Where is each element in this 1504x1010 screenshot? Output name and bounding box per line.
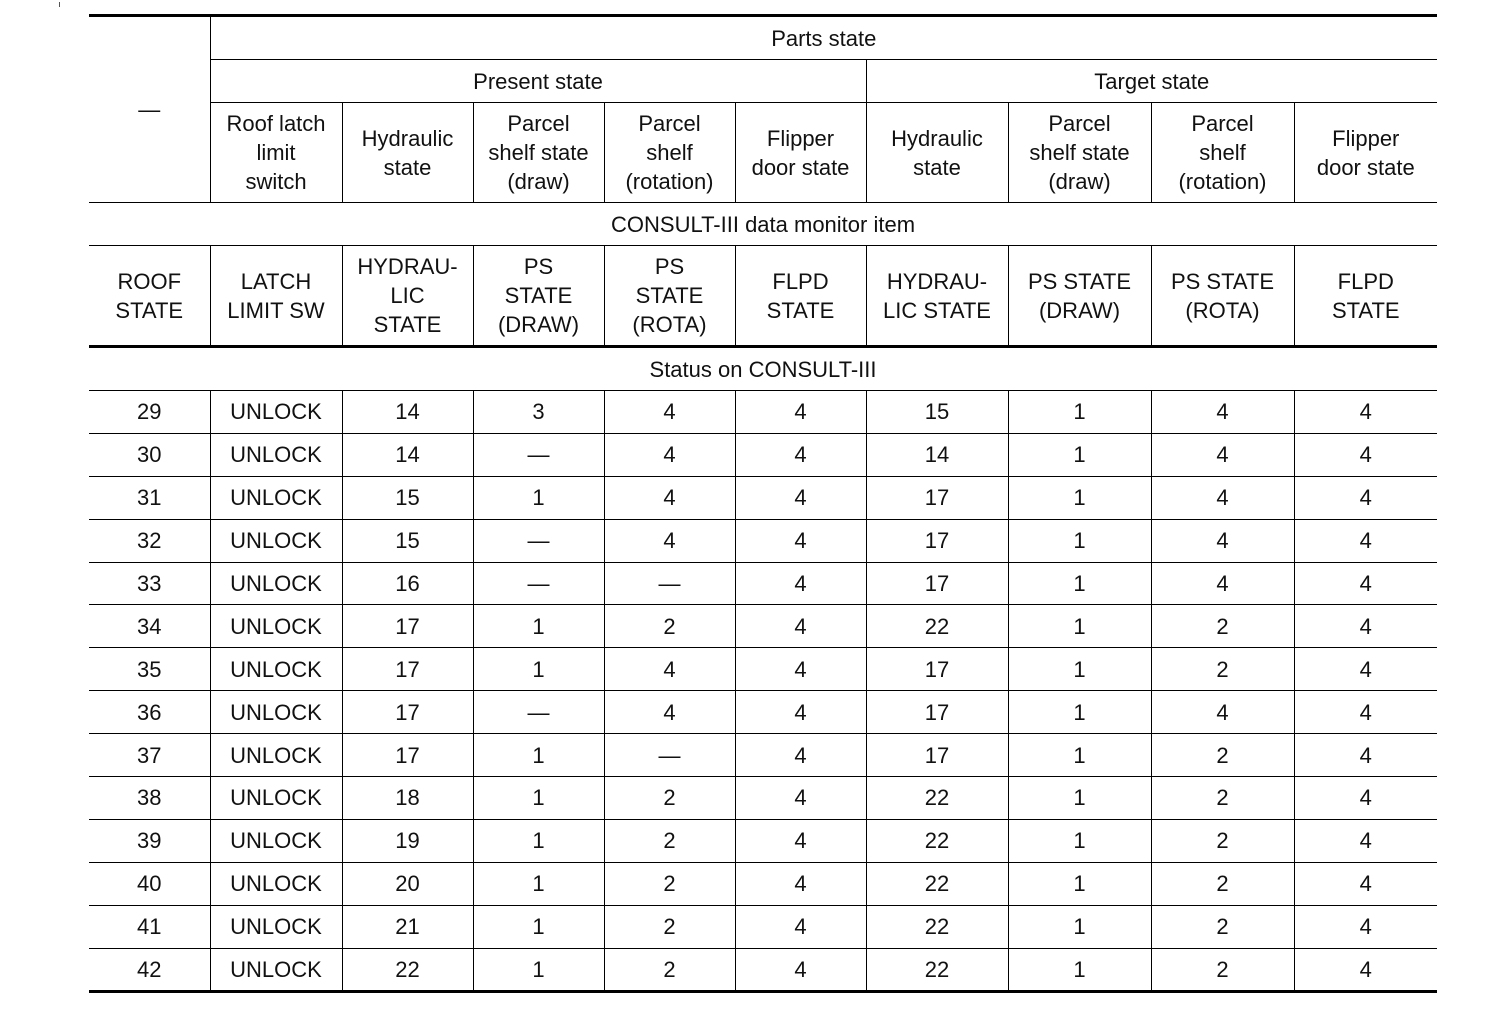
- cell-target-flpd-state: 4: [1294, 605, 1437, 648]
- cell-ps-state-draw: —: [473, 562, 604, 605]
- table-row: [89, 905, 1437, 948]
- cell-roof-state: 34: [89, 605, 210, 648]
- table-row: [89, 605, 1437, 648]
- cell-flpd-state: 4: [735, 605, 866, 648]
- table-row: [89, 862, 1437, 905]
- cell-ps-state-rota: 2: [604, 819, 735, 862]
- cell-hydraulic-state: 17: [342, 734, 473, 777]
- cell-latch-limit-sw: UNLOCK: [210, 862, 342, 905]
- cell-target-hydraulic-state: 22: [866, 905, 1008, 948]
- cell-hydraulic-state: 15: [342, 519, 473, 562]
- corner-cell: —: [89, 16, 210, 203]
- cell-target-ps-state-draw: 1: [1008, 734, 1151, 777]
- cell-ps-state-rota: 2: [604, 905, 735, 948]
- cell-roof-state: 30: [89, 433, 210, 476]
- cell-ps-state-draw: 1: [473, 476, 604, 519]
- cell-hydraulic-state: 18: [342, 777, 473, 820]
- cell-latch-limit-sw: UNLOCK: [210, 476, 342, 519]
- cell-target-ps-state-draw: 1: [1008, 648, 1151, 691]
- cell-ps-state-draw: —: [473, 519, 604, 562]
- cell-target-ps-state-rota: 2: [1151, 948, 1294, 992]
- cell-hydraulic-state: 22: [342, 948, 473, 992]
- cell-target-flpd-state: 4: [1294, 777, 1437, 820]
- cell-latch-limit-sw: UNLOCK: [210, 605, 342, 648]
- cell-ps-state-rota: —: [604, 734, 735, 777]
- col-present-parcel-shelf-draw: Parcel shelf state (draw): [473, 103, 604, 203]
- cell-target-ps-state-draw: 1: [1008, 476, 1151, 519]
- cell-ps-state-draw: 1: [473, 905, 604, 948]
- cell-hydraulic-state: 17: [342, 648, 473, 691]
- cell-target-ps-state-draw: 1: [1008, 605, 1151, 648]
- cell-ps-state-draw: —: [473, 433, 604, 476]
- table-row: [89, 562, 1437, 605]
- cell-target-ps-state-draw: 1: [1008, 948, 1151, 992]
- cell-target-ps-state-draw: 1: [1008, 562, 1151, 605]
- cell-ps-state-rota: 4: [604, 691, 735, 734]
- cell-hydraulic-state: 14: [342, 391, 473, 434]
- status-on-consult-header: Status on CONSULT-III: [89, 347, 1437, 391]
- cell-latch-limit-sw: UNLOCK: [210, 648, 342, 691]
- col-present-parcel-shelf-rotation: Parcel shelf (rotation): [604, 103, 735, 203]
- cell-hydraulic-state: 17: [342, 605, 473, 648]
- cell-target-ps-state-rota: 4: [1151, 691, 1294, 734]
- cell-target-ps-state-draw: 1: [1008, 691, 1151, 734]
- cell-target-ps-state-rota: 2: [1151, 862, 1294, 905]
- cell-ps-state-draw: 1: [473, 734, 604, 777]
- cell-target-ps-state-rota: 2: [1151, 648, 1294, 691]
- cell-flpd-state: 4: [735, 433, 866, 476]
- table-row: [89, 948, 1437, 992]
- cell-target-ps-state-rota: 4: [1151, 433, 1294, 476]
- cell-target-flpd-state: 4: [1294, 819, 1437, 862]
- table-row: [89, 476, 1437, 519]
- cell-hydraulic-state: 14: [342, 433, 473, 476]
- cell-flpd-state: 4: [735, 948, 866, 992]
- cell-flpd-state: 4: [735, 648, 866, 691]
- cell-latch-limit-sw: UNLOCK: [210, 691, 342, 734]
- cell-roof-state: 40: [89, 862, 210, 905]
- cell-target-hydraulic-state: 17: [866, 476, 1008, 519]
- cell-target-ps-state-draw: 1: [1008, 819, 1151, 862]
- cell-ps-state-rota: 2: [604, 862, 735, 905]
- cell-hydraulic-state: 15: [342, 476, 473, 519]
- cell-latch-limit-sw: UNLOCK: [210, 734, 342, 777]
- cell-target-ps-state-draw: 1: [1008, 391, 1151, 434]
- cell-target-hydraulic-state: 17: [866, 648, 1008, 691]
- col-target-parcel-shelf-rotation: Parcel shelf (rotation): [1151, 103, 1294, 203]
- cell-target-ps-state-draw: 1: [1008, 433, 1151, 476]
- cell-latch-limit-sw: UNLOCK: [210, 948, 342, 992]
- cell-target-ps-state-draw: 1: [1008, 905, 1151, 948]
- cell-latch-limit-sw: UNLOCK: [210, 819, 342, 862]
- cell-hydraulic-state: 20: [342, 862, 473, 905]
- cell-target-hydraulic-state: 17: [866, 734, 1008, 777]
- target-state-header: Target state: [866, 60, 1437, 103]
- cell-target-ps-state-rota: 4: [1151, 519, 1294, 562]
- cell-target-flpd-state: 4: [1294, 562, 1437, 605]
- cell-target-hydraulic-state: 17: [866, 691, 1008, 734]
- cell-target-flpd-state: 4: [1294, 433, 1437, 476]
- cell-ps-state-rota: 4: [604, 391, 735, 434]
- present-state-header: Present state: [210, 60, 866, 103]
- cell-target-hydraulic-state: 17: [866, 519, 1008, 562]
- cell-latch-limit-sw: UNLOCK: [210, 905, 342, 948]
- cell-roof-state: 37: [89, 734, 210, 777]
- table-row: [89, 734, 1437, 777]
- cell-roof-state: 36: [89, 691, 210, 734]
- cell-target-ps-state-rota: 2: [1151, 734, 1294, 777]
- consult-monitor-item-header: CONSULT-III data monitor item: [89, 203, 1437, 246]
- cell-target-ps-state-draw: 1: [1008, 519, 1151, 562]
- cell-hydraulic-state: 17: [342, 691, 473, 734]
- parts-state-header: Parts state: [210, 16, 1437, 60]
- cell-ps-state-draw: 3: [473, 391, 604, 434]
- cell-ps-state-draw: 1: [473, 862, 604, 905]
- cell-latch-limit-sw: UNLOCK: [210, 562, 342, 605]
- roof-state-table: [89, 14, 1437, 993]
- monitor-col-roof-state: ROOF STATE: [89, 246, 210, 347]
- cell-roof-state: 32: [89, 519, 210, 562]
- cell-ps-state-rota: 4: [604, 433, 735, 476]
- col-roof-latch-limit-switch: Roof latch limit switch: [210, 103, 342, 203]
- cell-latch-limit-sw: UNLOCK: [210, 433, 342, 476]
- cell-flpd-state: 4: [735, 691, 866, 734]
- margin-tick-mark: [59, 2, 60, 7]
- monitor-col-target-ps-state-rota: PS STATE (ROTA): [1151, 246, 1294, 347]
- cell-ps-state-rota: 4: [604, 519, 735, 562]
- cell-target-flpd-state: 4: [1294, 476, 1437, 519]
- cell-roof-state: 39: [89, 819, 210, 862]
- cell-target-flpd-state: 4: [1294, 691, 1437, 734]
- monitor-col-target-ps-state-draw: PS STATE (DRAW): [1008, 246, 1151, 347]
- cell-target-hydraulic-state: 22: [866, 819, 1008, 862]
- cell-flpd-state: 4: [735, 905, 866, 948]
- col-present-flipper-door-state: Flipper door state: [735, 103, 866, 203]
- cell-flpd-state: 4: [735, 476, 866, 519]
- cell-target-ps-state-rota: 4: [1151, 391, 1294, 434]
- table-row: [89, 819, 1437, 862]
- cell-target-flpd-state: 4: [1294, 519, 1437, 562]
- cell-hydraulic-state: 19: [342, 819, 473, 862]
- cell-roof-state: 33: [89, 562, 210, 605]
- cell-ps-state-rota: 2: [604, 948, 735, 992]
- monitor-col-target-flpd-state: FLPD STATE: [1294, 246, 1437, 347]
- cell-target-ps-state-rota: 2: [1151, 777, 1294, 820]
- cell-flpd-state: 4: [735, 862, 866, 905]
- cell-ps-state-draw: 1: [473, 605, 604, 648]
- monitor-col-target-hydraulic-state: HYDRAU- LIC STATE: [866, 246, 1008, 347]
- cell-roof-state: 41: [89, 905, 210, 948]
- cell-target-hydraulic-state: 22: [866, 862, 1008, 905]
- cell-target-flpd-state: 4: [1294, 734, 1437, 777]
- col-present-hydraulic-state: Hydraulic state: [342, 103, 473, 203]
- cell-target-ps-state-rota: 2: [1151, 905, 1294, 948]
- monitor-col-ps-state-rota: PS STATE (ROTA): [604, 246, 735, 347]
- cell-target-ps-state-rota: 2: [1151, 819, 1294, 862]
- cell-target-flpd-state: 4: [1294, 862, 1437, 905]
- cell-flpd-state: 4: [735, 819, 866, 862]
- cell-target-hydraulic-state: 22: [866, 948, 1008, 992]
- cell-target-ps-state-rota: 4: [1151, 562, 1294, 605]
- cell-target-ps-state-rota: 2: [1151, 605, 1294, 648]
- cell-target-flpd-state: 4: [1294, 391, 1437, 434]
- table-row: [89, 777, 1437, 820]
- cell-roof-state: 42: [89, 948, 210, 992]
- cell-flpd-state: 4: [735, 734, 866, 777]
- monitor-col-hydraulic-state: HYDRAU- LIC STATE: [342, 246, 473, 347]
- cell-target-flpd-state: 4: [1294, 948, 1437, 992]
- monitor-col-flpd-state: FLPD STATE: [735, 246, 866, 347]
- cell-roof-state: 35: [89, 648, 210, 691]
- cell-latch-limit-sw: UNLOCK: [210, 391, 342, 434]
- cell-ps-state-rota: —: [604, 562, 735, 605]
- cell-roof-state: 31: [89, 476, 210, 519]
- cell-target-hydraulic-state: 17: [866, 562, 1008, 605]
- cell-hydraulic-state: 16: [342, 562, 473, 605]
- cell-flpd-state: 4: [735, 777, 866, 820]
- monitor-col-ps-state-draw: PS STATE (DRAW): [473, 246, 604, 347]
- table-row: [89, 391, 1437, 434]
- cell-ps-state-draw: 1: [473, 819, 604, 862]
- cell-flpd-state: 4: [735, 391, 866, 434]
- cell-ps-state-rota: 2: [604, 605, 735, 648]
- table-row: [89, 648, 1437, 691]
- cell-ps-state-draw: 1: [473, 648, 604, 691]
- col-target-flipper-door-state: Flipper door state: [1294, 103, 1437, 203]
- cell-latch-limit-sw: UNLOCK: [210, 519, 342, 562]
- col-target-hydraulic-state: Hydraulic state: [866, 103, 1008, 203]
- cell-flpd-state: 4: [735, 519, 866, 562]
- table-row: [89, 691, 1437, 734]
- cell-target-ps-state-rota: 4: [1151, 476, 1294, 519]
- cell-target-hydraulic-state: 15: [866, 391, 1008, 434]
- cell-ps-state-draw: 1: [473, 777, 604, 820]
- cell-latch-limit-sw: UNLOCK: [210, 777, 342, 820]
- cell-hydraulic-state: 21: [342, 905, 473, 948]
- cell-roof-state: 38: [89, 777, 210, 820]
- cell-target-ps-state-draw: 1: [1008, 862, 1151, 905]
- cell-ps-state-rota: 4: [604, 476, 735, 519]
- cell-ps-state-rota: 4: [604, 648, 735, 691]
- cell-target-hydraulic-state: 22: [866, 605, 1008, 648]
- cell-target-flpd-state: 4: [1294, 648, 1437, 691]
- cell-ps-state-draw: —: [473, 691, 604, 734]
- cell-ps-state-rota: 2: [604, 777, 735, 820]
- cell-target-ps-state-draw: 1: [1008, 777, 1151, 820]
- cell-roof-state: 29: [89, 391, 210, 434]
- col-target-parcel-shelf-draw: Parcel shelf state (draw): [1008, 103, 1151, 203]
- table-row: [89, 519, 1437, 562]
- cell-ps-state-draw: 1: [473, 948, 604, 992]
- cell-flpd-state: 4: [735, 562, 866, 605]
- table-row: [89, 433, 1437, 476]
- cell-target-hydraulic-state: 22: [866, 777, 1008, 820]
- monitor-col-latch-limit-sw: LATCH LIMIT SW: [210, 246, 342, 347]
- cell-target-hydraulic-state: 14: [866, 433, 1008, 476]
- cell-target-flpd-state: 4: [1294, 905, 1437, 948]
